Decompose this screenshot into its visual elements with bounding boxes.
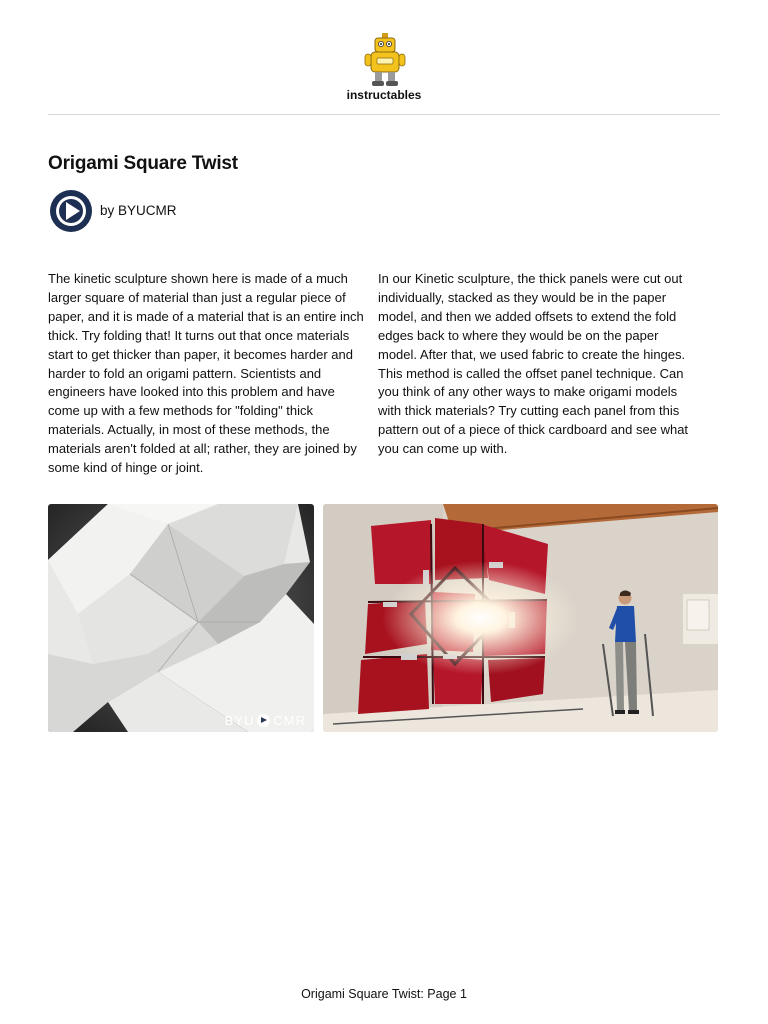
folded-paper-photo[interactable]: [48, 504, 314, 732]
kinetic-sculpture-photo[interactable]: [323, 504, 718, 732]
header-divider: [48, 114, 720, 115]
author-byline[interactable]: by BYUCMR: [100, 203, 177, 218]
avatar-play-icon[interactable]: [49, 189, 93, 233]
body-paragraph-left: The kinetic sculpture shown here is made of a much larger square of material than just a regular piece of paper, and it is made of a material that is an entire inch thick. Try folding that! It turns out that once materials start to get thicker than paper, it becomes harder and harder to fold an origami pattern. Scientists and engineers have looked into this problem and have come up with a few methods for "folding" thick materials. Actually, in most of these methods, the materials aren't folded at all; rather, they are joined by some kind of hinge or joint.: [48, 271, 364, 476]
page-footer: Origami Square Twist: Page 1: [301, 987, 467, 1001]
page-title: Origami Square Twist: [48, 153, 238, 174]
watermark-play-icon: [257, 714, 270, 727]
body-paragraph-right: In our Kinetic sculpture, the thick panels were cut out individually, stacked as they would be in the paper model, and then we added offsets to extend the fold edges back to where they would be on the paper model. After that, we used fabric to create the hinges. This method is called the offset panel technique. Can you think of any other ways to make origami models with thick materials? Try cutting each panel from this pattern out of a piece of thick cardboard and see what you can come up with.: [378, 271, 689, 457]
page-header: [0, 0, 768, 116]
sculpture-illustration: [323, 504, 718, 732]
site-brand[interactable]: instructables: [346, 88, 422, 102]
byu-cmr-watermark: BYU CMR: [224, 713, 306, 728]
folded-paper-illustration: [48, 504, 314, 732]
robot-mascot-icon[interactable]: [362, 32, 408, 88]
